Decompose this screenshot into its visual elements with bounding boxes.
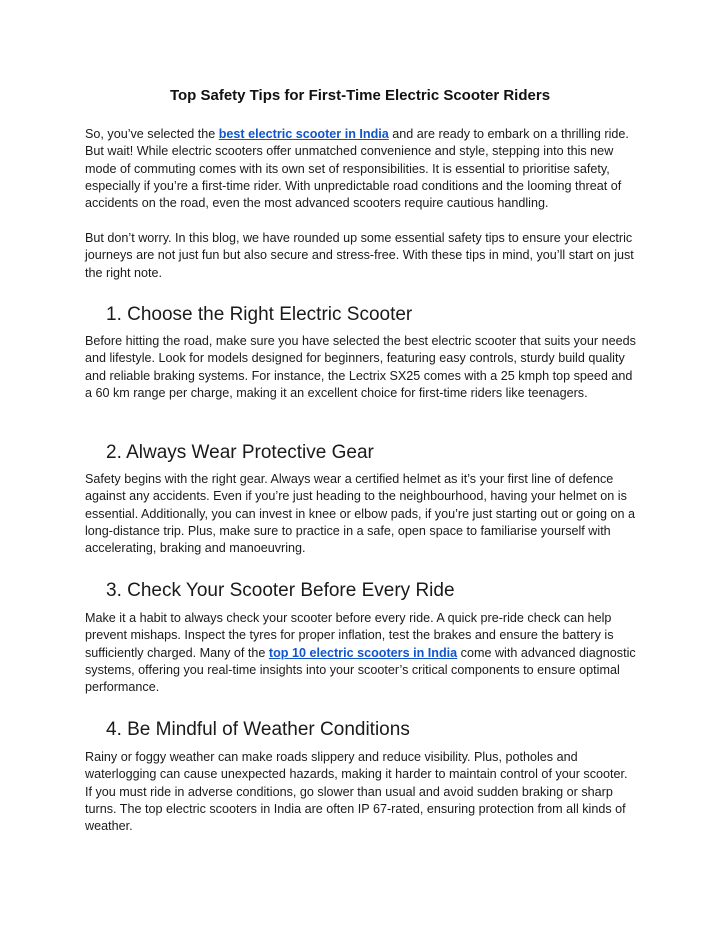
section-4-heading: 4. Be Mindful of Weather Conditions <box>106 719 410 740</box>
section-3-heading: 3. Check Your Scooter Before Every Ride <box>106 580 455 601</box>
page-title: Top Safety Tips for First-Time Electric Scooter Riders <box>169 87 551 104</box>
top-10-electric-scooters-link[interactable]: top 10 electric scooters in India <box>268 645 458 660</box>
section-4-body: Rainy or foggy weather can make roads slippery and reduce visibility. Plus, potholes and waterlogging can cause unexpected hazards, making it harder to maintain control of your scooter. If you must ride in adverse conditions, go slower than usual and avoid sudden braking or sharp turns. The top electric scooters in India are often IP 67-rated, ensuring protection from all kinds of weather. <box>85 750 628 834</box>
section-2-heading: 2. Always Wear Protective Gear <box>106 442 374 463</box>
section-1-heading: 1. Choose the Right Electric Scooter <box>106 304 413 325</box>
intro-text-before-link: So, you’ve selected the <box>85 127 219 141</box>
section-3-text-after-link: come with advanced diagnostic systems, offering you real-time insights into your scooter’s critical components to ensure optimal performance. <box>85 645 636 695</box>
intro-paragraph <box>85 126 637 212</box>
section-3-body <box>85 610 637 696</box>
best-electric-scooter-link[interactable]: best electric scooter in India <box>218 127 389 141</box>
section-3-text-before-link: Make it a habit to always check your scooter before every ride. A quick pre-ride check can help prevent mishaps. Inspect the tyres for proper inflation, test the brakes and ensure the battery is sufficiently charged. Many of the <box>85 611 614 660</box>
section-2-body: Safety begins with the right gear. Always wear a certified helmet as it’s your first line of defence against any accidents. Even if you’re just heading to the neighbourhood, having your helmet on is essential. Additionally, you can invest in knee or elbow pads, if you’re just starting out or going on a long-distance trip. Plus, make sure to practice in a safe, open space to familiarise yourself with accelerating, braking and manoeuvring. <box>85 472 636 556</box>
intro-paragraph-2: But don’t worry. In this blog, we have rounded up some essential safety tips to ensure your electric journeys are not just fun but also secure and stress-free. With these tips in mind, you’ll start on just the right note. <box>85 231 634 280</box>
section-1-body: Before hitting the road, make sure you have selected the best electric scooter that suits your needs and lifestyle. Look for models designed for beginners, featuring easy controls, sturdy build quality and reliable braking systems. For instance, the Lectrix SX25 comes with a 25 kmph top speed and a 60 km range per charge, making it an excellent choice for first-time riders like teenagers. <box>85 334 636 400</box>
intro-text-after-link: and are ready to embark on a thrilling ride. But wait! While electric scooters offer unmatched convenience and style, stepping into this new mode of commuting comes with its own set of responsibilities. It is essential to prioritise safety, especially if you’re a first-time rider. With unpredictable road conditions and the looming threat of accidents on the road, even the most advanced scooters require cautious handling. <box>85 127 629 211</box>
